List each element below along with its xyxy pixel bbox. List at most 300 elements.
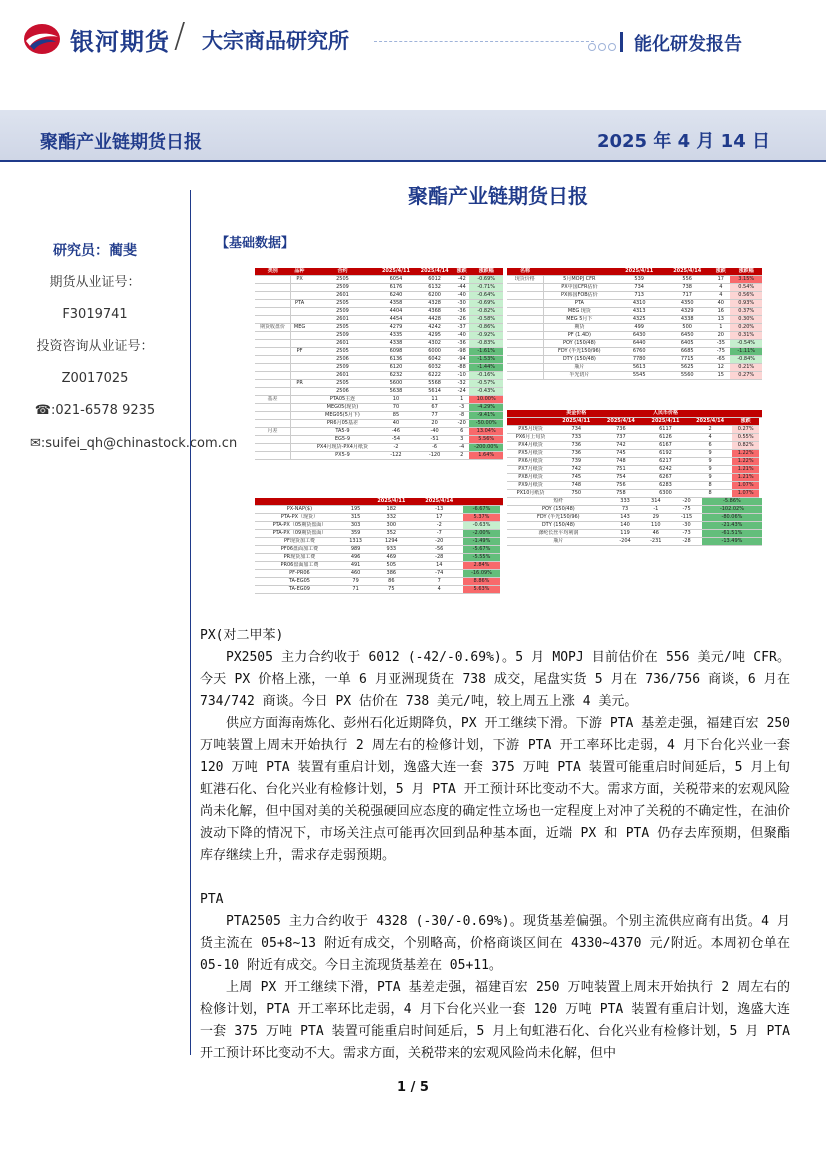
table-header-row (507, 268, 762, 276)
invest-label: 投资咨询从业证号： (36, 339, 154, 354)
table-cell: -5.67% (463, 546, 500, 554)
table-cell (507, 316, 543, 324)
table-cell: 745 (554, 474, 599, 482)
table-row (255, 436, 503, 444)
table-cell: 0.30% (730, 316, 762, 324)
table-cell: -204 (610, 538, 641, 546)
table-cell: 11 (415, 396, 454, 404)
table-cell (507, 356, 543, 364)
table-px-cfr (507, 410, 762, 498)
table-row (507, 434, 762, 442)
table-header-cell (688, 410, 733, 418)
invest-number: Z0017025 (61, 371, 129, 386)
table-profits (507, 498, 762, 546)
table-cell: PTA-PX（09期货盘面） (255, 530, 344, 538)
table-cell: 733 (554, 434, 599, 442)
table-cell: 4313 (615, 308, 663, 316)
table-row (507, 276, 762, 284)
table-cell: 6232 (377, 372, 416, 380)
table-cell: PR (290, 380, 308, 388)
table-cell: 2025/4/11 (554, 418, 599, 426)
table-cell: -1 (640, 506, 671, 514)
table-cell: MEG 5月下 (543, 316, 615, 324)
table-cell: PR06盘面加工费 (255, 562, 344, 570)
table-cell (290, 284, 308, 292)
table-cell: 4404 (377, 308, 416, 316)
table-header-cell: 合约 (308, 268, 376, 276)
table-cell: PX5月现货 (507, 426, 554, 434)
table-cell: -44 (454, 284, 469, 292)
table-cell: 6000 (415, 348, 454, 356)
table-cell: -6.67% (463, 506, 500, 514)
table-row (255, 380, 503, 388)
table-cell (290, 372, 308, 380)
table-cell: -56 (415, 546, 463, 554)
table-cell: 748 (554, 482, 599, 490)
table-header-cell: 涨跌 (454, 268, 469, 276)
table-row (507, 356, 762, 364)
table-cell: 0.20% (730, 324, 762, 332)
table-header-cell: 2025/4/11 (377, 268, 416, 276)
table-cell: -1.49% (463, 538, 500, 546)
table-cell: 748 (599, 458, 644, 466)
table-cell: 2025/4/11 (643, 418, 688, 426)
table-cell: 314 (640, 498, 671, 506)
table-cell: 738 (663, 284, 711, 292)
table-cell: -50.00% (469, 420, 503, 428)
table-cell: PX5月纸货 (507, 450, 554, 458)
table-cell: 333 (610, 498, 641, 506)
sidebar-divider (190, 190, 191, 1055)
table-cell: DTY (150/48) (543, 356, 615, 364)
table-cell: PR6月05基差 (308, 420, 376, 428)
table-cell: 4295 (415, 332, 454, 340)
table-cell: 77 (415, 412, 454, 420)
table-cell: 29 (640, 514, 671, 522)
table-cell: 742 (554, 466, 599, 474)
table-row (255, 578, 503, 586)
table-cell: -73 (671, 530, 702, 538)
table-cell: 1313 (344, 538, 368, 546)
table-row (255, 340, 503, 348)
table-cell: -231 (640, 538, 671, 546)
table-cell: -4 (454, 444, 469, 452)
table-cell: 短纤 (507, 498, 610, 506)
table-cell: 4329 (663, 308, 711, 316)
table-cell: 6167 (643, 442, 688, 450)
table-row (507, 538, 762, 546)
table-cell: 4338 (663, 316, 711, 324)
table-cell: -0.69% (469, 276, 503, 284)
table-cell: 6685 (663, 348, 711, 356)
table-cell: 6126 (643, 434, 688, 442)
table-cell: TA-EG05 (255, 578, 344, 586)
table-cell: PTA-PX（现货） (255, 514, 344, 522)
table-cell: 期货 (543, 324, 615, 332)
table-row (255, 514, 503, 522)
table-row (507, 316, 762, 324)
table-cell: 110 (640, 522, 671, 530)
table-cell: -0.57% (469, 380, 503, 388)
table-row (255, 396, 503, 404)
table-cell: 9 (688, 450, 733, 458)
table-cell: 737 (599, 434, 644, 442)
table-cell: PX5-9 (308, 452, 376, 460)
table-cell: EG5-9 (308, 436, 376, 444)
table-cell: PX-NAP($) (255, 506, 344, 514)
header-slash: / (174, 16, 186, 56)
page-number: 1 / 5 (397, 1080, 429, 1095)
table-cell: 6054 (377, 276, 416, 284)
table-cell: 736 (599, 426, 644, 434)
table-cell: 半光切片 (543, 372, 615, 380)
table-cell: PX (290, 276, 308, 284)
table-cell: 14 (415, 562, 463, 570)
table-cell: 75 (367, 586, 415, 594)
table-cell: -122 (377, 452, 416, 460)
table-cell: -0.71% (469, 284, 503, 292)
table-cell: 143 (610, 514, 641, 522)
table-cell: 496 (344, 554, 368, 562)
table-header-cell: 品种 (290, 268, 308, 276)
table-cell: 8 (688, 482, 733, 490)
table-row (255, 444, 503, 452)
table-row (255, 506, 503, 514)
table-row (255, 452, 503, 460)
table-cell: 1 (454, 396, 469, 404)
table-row (255, 284, 503, 292)
table-header-cell (759, 410, 762, 418)
table-cell (290, 396, 308, 404)
table-cell (507, 324, 543, 332)
table-cell (507, 372, 543, 380)
table-cell: -13 (415, 506, 463, 514)
table-cell: 140 (610, 522, 641, 530)
table-row (255, 562, 503, 570)
table-header-cell (255, 498, 344, 506)
table-cell: -94 (454, 356, 469, 364)
table-row (507, 458, 762, 466)
table-cell: 5.56% (469, 436, 503, 444)
table-cell: -61.51% (702, 530, 762, 538)
table-cell: 40 (377, 420, 416, 428)
table-cell: -1.11% (730, 348, 762, 356)
table-row (507, 340, 762, 348)
table-row (507, 292, 762, 300)
table-cell: 6217 (643, 458, 688, 466)
table-cell (255, 348, 290, 356)
table-cell (290, 412, 308, 420)
email[interactable]: ✉:suifei_qh@chinastock.com.cn (30, 436, 238, 451)
table-margins (255, 498, 503, 594)
table-row (507, 522, 762, 530)
table-row (507, 372, 762, 380)
table-cell: 6300 (643, 490, 688, 498)
table-cell: -0.64% (469, 292, 503, 300)
table-cell: 4279 (377, 324, 416, 332)
table-cell: DTY (150/48) (507, 522, 610, 530)
table-cell: -9.41% (469, 412, 503, 420)
table-cell (255, 292, 290, 300)
table-cell: -65 (711, 356, 730, 364)
table-cell (255, 316, 290, 324)
license-label: 期货从业证号： (49, 275, 141, 290)
table-cell: 2505 (308, 276, 376, 284)
table-cell (255, 380, 290, 388)
table-cell: 5613 (615, 364, 663, 372)
table-cell: 瓶片 (543, 364, 615, 372)
table-cell: 736 (554, 450, 599, 458)
table-cell: 8.86% (463, 578, 500, 586)
table-cell: PTA (543, 300, 615, 308)
table-cell: 0.54% (730, 284, 762, 292)
table-row (255, 356, 503, 364)
table-row (507, 498, 762, 506)
table-row (507, 442, 762, 450)
table-header-cell: 涨跌幅 (730, 268, 762, 276)
table-cell: PX6月纸货 (507, 458, 554, 466)
table-cell: 0.27% (732, 426, 759, 434)
table-cell: 6117 (643, 426, 688, 434)
table-cell: 3 (454, 436, 469, 444)
table-cell: -20 (415, 538, 463, 546)
table-cell (255, 308, 290, 316)
table-cell: PX8月纸货 (507, 474, 554, 482)
table-row (255, 332, 503, 340)
table-cell (507, 292, 543, 300)
table-cell: 6242 (643, 466, 688, 474)
table-cell: 2505 (308, 324, 376, 332)
table-row (255, 428, 503, 436)
table-header-row (255, 268, 503, 276)
data-table (507, 268, 762, 380)
phone: ☎:021-6578 9235 (34, 403, 156, 418)
table-cell: 8 (688, 490, 733, 498)
table-cell: 16 (711, 308, 730, 316)
license-number: F3019741 (62, 307, 128, 322)
table-row (255, 522, 503, 530)
table-header-cell (732, 410, 759, 418)
table-row (255, 364, 503, 372)
table-row (507, 426, 762, 434)
table-cell: 460 (344, 570, 368, 578)
table-cell: MEG05(5月下) (308, 412, 376, 420)
table-cell (255, 356, 290, 364)
table-cell: 17 (711, 276, 730, 284)
table-cell: 4428 (415, 316, 454, 324)
table-header-cell: 涨跌幅 (469, 268, 503, 276)
table-cell (255, 276, 290, 284)
table-cell: 67 (415, 404, 454, 412)
table-row (507, 466, 762, 474)
table-cell: 5568 (415, 380, 454, 388)
table-cell: 6120 (377, 364, 416, 372)
table-row (255, 538, 503, 546)
table-cell: 0.82% (732, 442, 759, 450)
table-cell: 0.37% (730, 308, 762, 316)
table-cell: -42 (454, 276, 469, 284)
table-cell: POY (150/48) (507, 506, 610, 514)
table-row (507, 482, 762, 490)
table-cell: 750 (554, 490, 599, 498)
table-cell: PX7月纸货 (507, 466, 554, 474)
table-spot (507, 268, 762, 380)
institute-name: 大宗商品研究所 (202, 29, 349, 53)
table-row (507, 324, 762, 332)
table-cell: -30 (454, 300, 469, 308)
table-cell: 2509 (308, 332, 376, 340)
table-row (255, 412, 503, 420)
table-cell (290, 404, 308, 412)
table-cell: 4 (415, 586, 463, 594)
table-cell: 0.56% (730, 292, 762, 300)
table-cell: -2 (415, 522, 463, 530)
table-header-row (507, 410, 762, 418)
table-cell: 2506 (308, 356, 376, 364)
table-cell: PF现货加工费 (255, 538, 344, 546)
table-row (507, 514, 762, 522)
table-cell: PF (290, 348, 308, 356)
table-cell: -28 (671, 538, 702, 546)
table-cell (255, 364, 290, 372)
table-cell: -24 (454, 388, 469, 396)
table-cell: 4 (688, 434, 733, 442)
table-cell: 4335 (377, 332, 416, 340)
table-cell: 20 (415, 420, 454, 428)
table-cell: TA5-9 (308, 428, 376, 436)
table-cell: -46 (377, 428, 416, 436)
table-cell (507, 340, 543, 348)
table-cell: PX中国CFR估价 (543, 284, 615, 292)
table-cell: MEG 现货 (543, 308, 615, 316)
table-cell: 6176 (377, 284, 416, 292)
table-cell: 2025/4/14 (688, 418, 733, 426)
galaxy-logo-icon (22, 22, 62, 56)
page-title: 聚酯产业链期货日报 (408, 184, 588, 208)
table-header-cell (344, 498, 368, 506)
table-cell: PTA-PX（05期货盘面） (255, 522, 344, 530)
table-row (507, 364, 762, 372)
table-cell: 70 (377, 404, 416, 412)
table-header-cell: 2025/4/14 (415, 268, 454, 276)
table-cell: 9 (688, 474, 733, 482)
table-header-cell: 涨跌 (711, 268, 730, 276)
table-cell: -74 (415, 570, 463, 578)
table-row (507, 474, 762, 482)
data-table (255, 498, 503, 594)
table-cell: 4310 (615, 300, 663, 308)
table-cell: 6450 (663, 332, 711, 340)
researcher-name: 研究员：蔺斐 (53, 243, 137, 259)
table-cell: 6267 (643, 474, 688, 482)
table-cell: 7780 (615, 356, 663, 364)
table-cell: -0.84% (730, 356, 762, 364)
table-cell: 6405 (663, 340, 711, 348)
table-row (507, 530, 762, 538)
table-cell: 2509 (308, 284, 376, 292)
table-cell: POY (150/48) (543, 340, 615, 348)
table-cell (507, 332, 543, 340)
table-cell: 6760 (615, 348, 663, 356)
table-cell: 6283 (643, 482, 688, 490)
table-cell: -1.53% (469, 356, 503, 364)
table-cell: -20 (454, 420, 469, 428)
table-cell: 756 (599, 482, 644, 490)
table-cell: PTA05主连 (308, 396, 376, 404)
table-cell: 1.64% (469, 452, 503, 460)
company-name: 银河期货 (70, 28, 170, 56)
table-cell: FDY (半光150/96) (543, 348, 615, 356)
table-cell: 5.37% (463, 514, 500, 522)
table-cell: 期货收盘价 (255, 324, 290, 332)
table-futures (255, 268, 503, 460)
table-cell: 6192 (643, 450, 688, 458)
table-cell: 6200 (415, 292, 454, 300)
table-row (255, 388, 503, 396)
table-row (255, 570, 503, 578)
table-cell: 0.93% (730, 300, 762, 308)
table-cell: 15 (711, 372, 730, 380)
table-cell (290, 316, 308, 324)
table-cell: 717 (663, 292, 711, 300)
data-table (507, 498, 762, 546)
table-cell (290, 428, 308, 436)
table-cell: 瓶片 (507, 538, 610, 546)
table-cell: 6098 (377, 348, 416, 356)
report-body (200, 625, 790, 1065)
table-cell: 2 (454, 452, 469, 460)
table-cell: 13 (711, 316, 730, 324)
table-cell: 6440 (615, 340, 663, 348)
table-cell: -0.54% (730, 340, 762, 348)
table-cell: 46 (640, 530, 671, 538)
table-cell: 2025/4/14 (599, 418, 644, 426)
table-cell: -0.83% (469, 340, 503, 348)
table-cell: 10.00% (469, 396, 503, 404)
table-header-cell: 人民币价格 (643, 410, 688, 418)
table-cell (255, 300, 290, 308)
table-cell: 300 (367, 522, 415, 530)
table-cell (255, 420, 290, 428)
table-cell: 469 (367, 554, 415, 562)
table-cell: -32 (454, 380, 469, 388)
table-header-cell (507, 410, 554, 418)
table-cell: -0.58% (469, 316, 503, 324)
table-cell: 742 (599, 442, 644, 450)
table-cell: -36 (454, 308, 469, 316)
table-cell: 6012 (415, 276, 454, 284)
table-cell: 315 (344, 514, 368, 522)
table-row (507, 506, 762, 514)
table-cell: 0.55% (732, 434, 759, 442)
table-cell: 751 (599, 466, 644, 474)
table-cell: 182 (367, 506, 415, 514)
table-cell (290, 420, 308, 428)
table-cell (507, 364, 543, 372)
table-cell: 352 (367, 530, 415, 538)
table-cell: -0.63% (463, 522, 500, 530)
table-cell: 7715 (663, 356, 711, 364)
table-cell: PX6月上旬货 (507, 434, 554, 442)
table-cell (255, 284, 290, 292)
table-row (255, 554, 503, 562)
table-cell: 2506 (308, 388, 376, 396)
table-cell: 5月MOPJ CFR (543, 276, 615, 284)
table-row (507, 450, 762, 458)
table-cell: 303 (344, 522, 368, 530)
table-cell: 79 (344, 578, 368, 586)
table-cell: -28 (415, 554, 463, 562)
